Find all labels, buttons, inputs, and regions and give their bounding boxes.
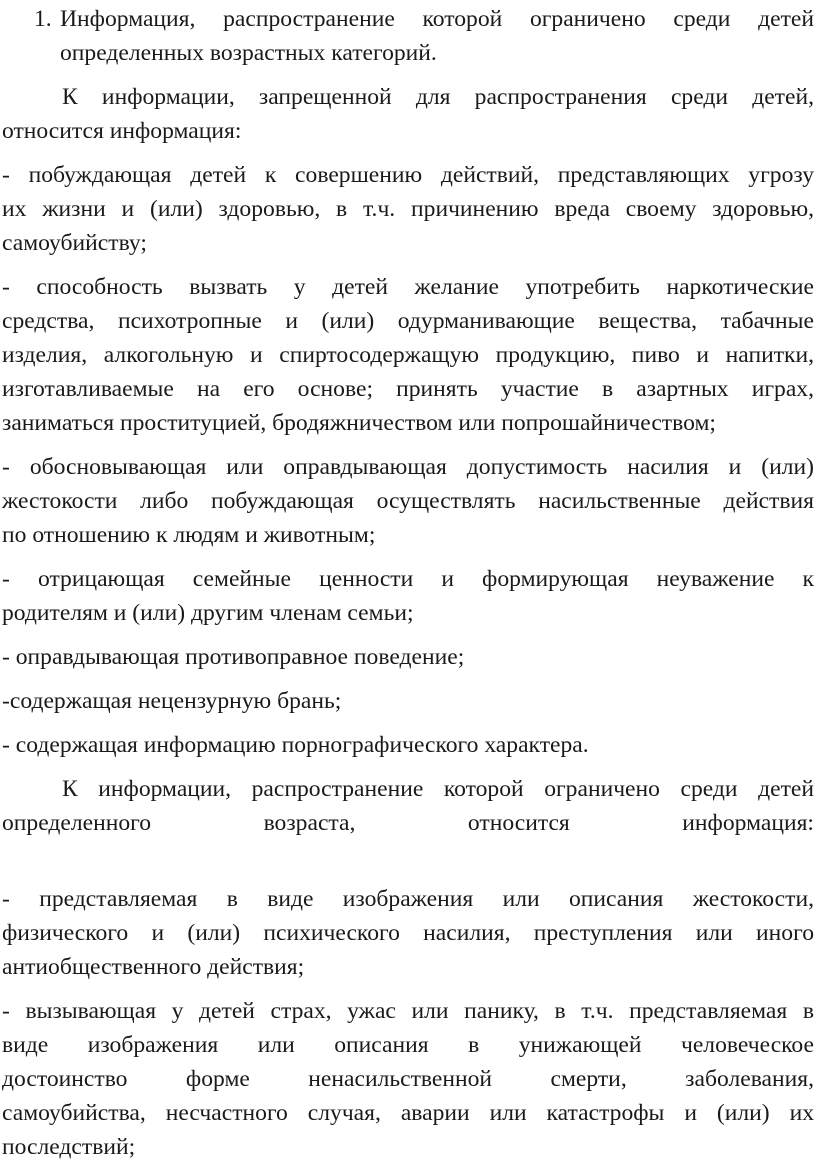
item-fear-line-3: достоинство форме ненасильственной смерти, заболевания,	[2, 1066, 814, 1092]
item-substances-line-5: заниматься проституцией, бродяжничеством или попрошайничеством;	[2, 410, 716, 436]
item-cruelty-line-3: антиобщественного действия;	[2, 954, 305, 980]
item-fear-line-1: - вызывающая у детей страх, ужас или панику, в т.ч. представляемая в	[2, 998, 814, 1024]
intro-restricted-line-1: К информации, распространение которой ограничено среди детей	[62, 776, 814, 802]
item-dangerous-actions-line-1: - побуждающая детей к совершению действий, представляющих угрозу	[2, 162, 814, 188]
item-cruelty-line-1: - представляемая в виде изображения или описания жестокости,	[2, 886, 814, 912]
item-obscene-language: -содержащая нецензурную брань;	[2, 688, 342, 714]
item-unlawful-behavior: - оправдывающая противоправное поведение;	[2, 644, 465, 670]
intro-restricted-line-2: определенного возраста, относится информация:	[2, 810, 814, 836]
item-substances-line-1: - способность вызвать у детей желание употребить наркотические	[2, 274, 814, 300]
item-substances-line-2: средства, психотропные и (или) одурманивающие вещества, табачные	[2, 308, 814, 334]
intro-prohibited-line-2: относится информация:	[2, 118, 242, 144]
item-cruelty-line-2: физического и (или) психического насилия, преступления или иного	[2, 920, 814, 946]
item-substances-line-3: изделия, алкогольную и спиртосодержащую продукцию, пиво и напитки,	[2, 342, 814, 368]
item-dangerous-actions-line-2: их жизни и (или) здоровью, в т.ч. причинению вреда своему здоровью,	[2, 196, 814, 222]
heading-line-1: Информация, распространение которой ограничено среди детей	[60, 6, 814, 32]
item-fear-line-2: виде изображения или описания в унижающей человеческое	[2, 1032, 814, 1058]
item-pornographic-info: - содержащая информацию порнографического характера.	[2, 732, 589, 758]
item-fear-line-5: последствий;	[2, 1134, 136, 1160]
item-family-values-line-2: родителям и (или) другим членам семьи;	[2, 600, 414, 626]
item-violence-line-1: - обосновывающая или оправдывающая допустимость насилия и (или)	[2, 454, 814, 480]
item-dangerous-actions-line-3: самоубийству;	[2, 230, 147, 256]
item-violence-line-3: по отношению к людям и животным;	[2, 522, 376, 548]
intro-prohibited-line-1: К информации, запрещенной для распространения среди детей,	[62, 84, 814, 110]
item-violence-line-2: жестокости либо побуждающая осуществлять насильственные действия	[2, 488, 814, 514]
item-family-values-line-1: - отрицающая семейные ценности и формирующая неуважение к	[2, 566, 814, 592]
item-substances-line-4: изготавливаемые на его основе; принять участие в азартных играх,	[2, 376, 814, 402]
item-fear-line-4: самоубийства, несчастного случая, аварии или катастрофы и (или) их	[2, 1100, 814, 1126]
heading-number: 1.	[34, 6, 52, 32]
heading-line-2: определенных возрастных категорий.	[60, 40, 437, 66]
